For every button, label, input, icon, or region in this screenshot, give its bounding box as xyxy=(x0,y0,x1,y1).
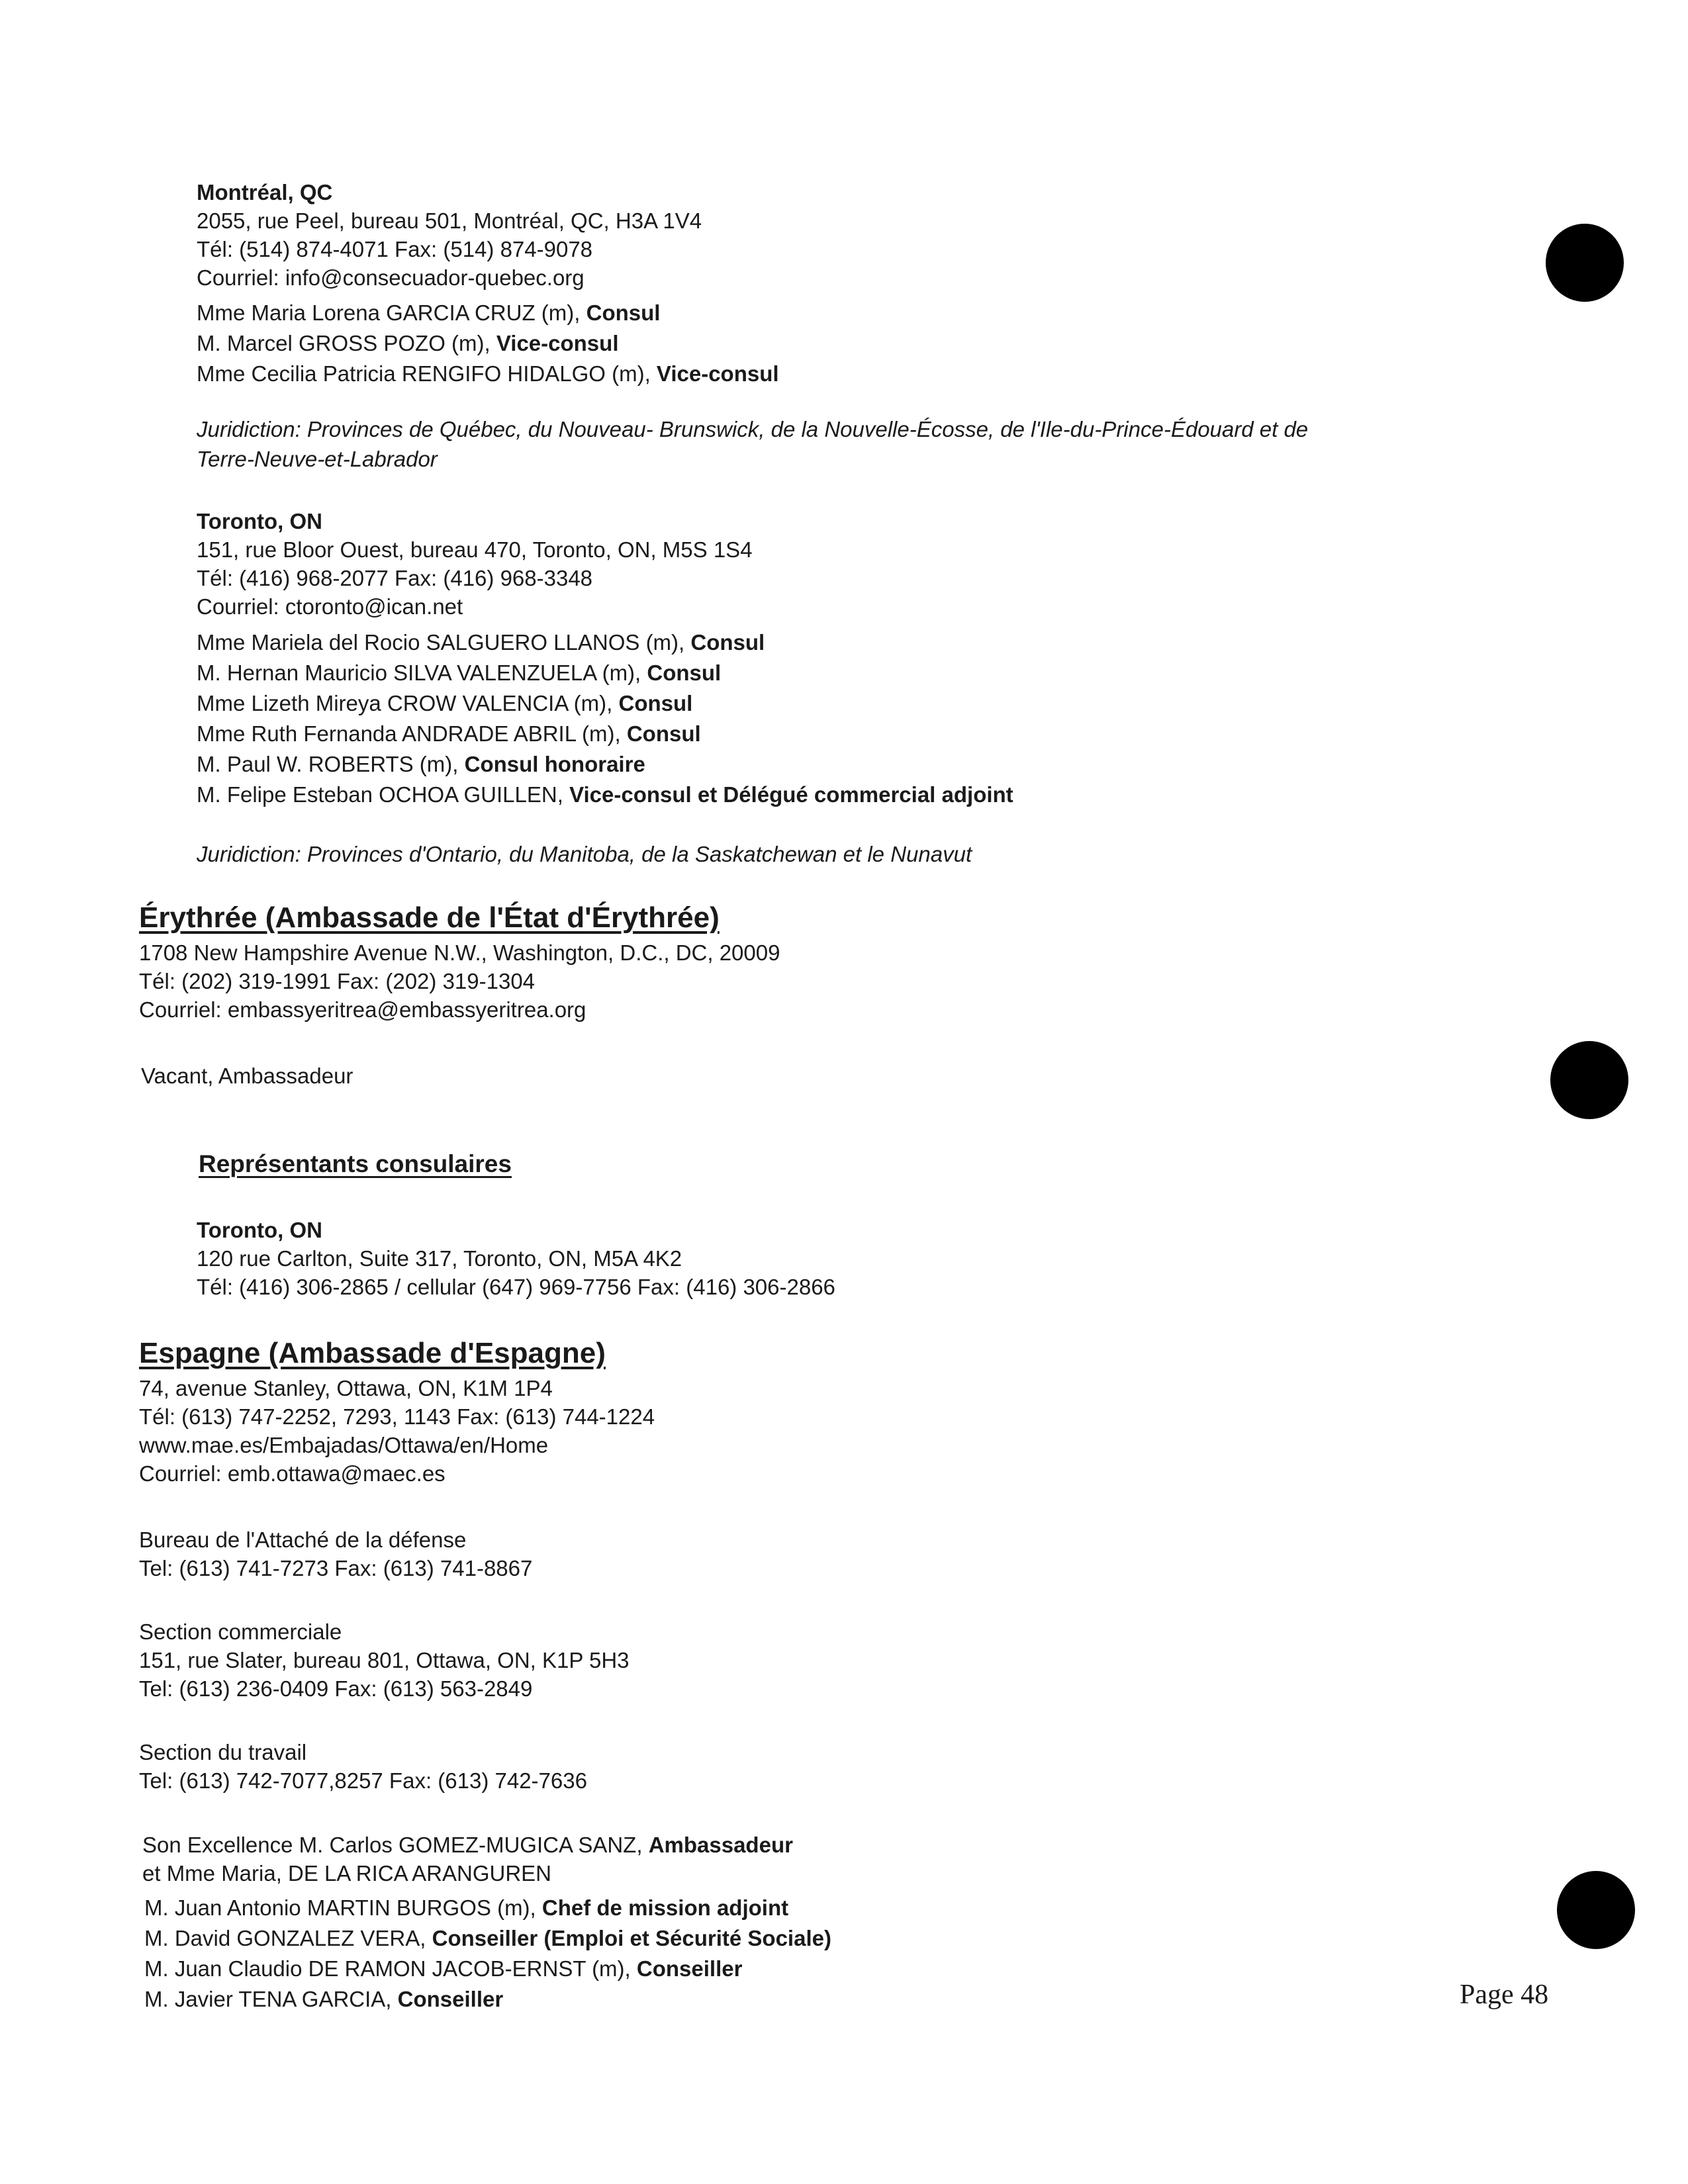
staff-name: et Mme Maria, DE LA RICA ARANGUREN xyxy=(142,1861,551,1886)
staff-role: Vice-consul xyxy=(496,331,619,355)
spain-staff-5 xyxy=(144,1985,503,2013)
spain-commercial-title: Section commerciale xyxy=(139,1619,342,1644)
staff-name: M. Marcel GROSS POZO (m), xyxy=(197,331,491,355)
staff-role: Ambassadeur xyxy=(648,1833,793,1857)
staff-name: M. David GONZALEZ VERA, xyxy=(144,1926,426,1950)
spain-commercial-phone: Tel: (613) 236-0409 Fax: (613) 563-2849 xyxy=(139,1676,533,1701)
toronto-jurisdiction: Juridiction: Provinces d'Ontario, du Manitoba, de la Saskatchewan et le Nunavut xyxy=(197,842,972,866)
spain-staff-3 xyxy=(144,1925,831,1952)
hole-punch-top xyxy=(1546,224,1624,302)
staff-name: M. Javier TENA GARCIA, xyxy=(144,1987,392,2011)
spain-email: Courriel: emb.ottawa@maec.es xyxy=(139,1461,445,1486)
spain-staff-0 xyxy=(142,1831,793,1859)
staff-name: Mme Ruth Fernanda ANDRADE ABRIL (m), xyxy=(197,721,621,746)
spain-address: 74, avenue Stanley, Ottawa, ON, K1M 1P4 xyxy=(139,1376,553,1400)
toronto-email: Courriel: ctoronto@ican.net xyxy=(197,594,463,619)
staff-name: M. Felipe Esteban OCHOA GUILLEN, xyxy=(197,782,563,807)
montreal-city: Montréal, QC xyxy=(197,180,333,205)
toronto-staff-3 xyxy=(197,720,701,748)
toronto-staff-1 xyxy=(197,659,721,687)
spain-phone: Tél: (613) 747-2252, 7293, 1143 Fax: (613) 744-1224 xyxy=(139,1404,655,1429)
staff-name: Mme Lizeth Mireya CROW VALENCIA (m), xyxy=(197,691,613,715)
spain-labour-title: Section du travail xyxy=(139,1740,307,1764)
staff-name: Mme Cecilia Patricia RENGIFO HIDALGO (m), xyxy=(197,361,651,386)
staff-name: M. Paul W. ROBERTS (m), xyxy=(197,752,459,776)
eritrea-toronto-city: Toronto, ON xyxy=(197,1218,323,1242)
montreal-jurisdiction-line-1: Juridiction: Provinces de Québec, du Nouveau- Brunswick, de la Nouvelle-Écosse, de l'Ile-du-Prince-Édouard et de xyxy=(197,417,1309,441)
toronto-city: Toronto, ON xyxy=(197,509,323,533)
page-number: Page 48 xyxy=(1460,1979,1549,2010)
eritrea-address: 1708 New Hampshire Avenue N.W., Washington, D.C., DC, 20009 xyxy=(139,940,780,965)
staff-role: Vice-consul xyxy=(656,361,779,386)
spain-staff-4 xyxy=(144,1955,742,1983)
montreal-staff-1 xyxy=(197,330,619,357)
spain-heading: Espagne (Ambassade d'Espagne) xyxy=(139,1337,606,1369)
staff-role: Chef de mission adjoint xyxy=(541,1895,789,1920)
staff-role: Consul honoraire xyxy=(464,752,645,776)
spain-defense-title: Bureau de l'Attaché de la défense xyxy=(139,1527,467,1552)
staff-role: Conseiller xyxy=(397,1987,504,2011)
montreal-jurisdiction-line-2: Terre-Neuve-et-Labrador xyxy=(197,447,438,471)
staff-role: Conseiller (Emploi et Sécurité Sociale) xyxy=(432,1926,831,1950)
spain-staff-2 xyxy=(144,1894,788,1922)
toronto-staff-4 xyxy=(197,751,645,778)
staff-name: M. Juan Claudio DE RAMON JACOB-ERNST (m), xyxy=(144,1956,631,1981)
staff-name: M. Hernan Mauricio SILVA VALENZUELA (m), xyxy=(197,660,641,685)
eritrea-toronto-address: 120 rue Carlton, Suite 317, Toronto, ON, M5A 4K2 xyxy=(197,1246,682,1271)
staff-role: Consul xyxy=(586,300,661,325)
toronto-staff-2 xyxy=(197,690,692,717)
staff-role: Vice-consul et Délégué commercial adjoint xyxy=(569,782,1013,807)
montreal-phone: Tél: (514) 874-4071 Fax: (514) 874-9078 xyxy=(197,237,593,261)
hole-punch-bottom xyxy=(1557,1871,1635,1949)
eritrea-ambassador: Vacant, Ambassadeur xyxy=(141,1064,353,1088)
staff-name: Son Excellence M. Carlos GOMEZ-MUGICA SANZ, xyxy=(142,1833,643,1857)
spain-commercial-address: 151, rue Slater, bureau 801, Ottawa, ON, K1P 5H3 xyxy=(139,1648,630,1672)
hole-punch-middle xyxy=(1550,1041,1628,1119)
spain-staff-1 xyxy=(142,1860,551,1888)
spain-labour-phone: Tel: (613) 742-7077,8257 Fax: (613) 742-7636 xyxy=(139,1768,587,1793)
staff-role: Conseiller xyxy=(636,1956,743,1981)
eritrea-email: Courriel: embassyeritrea@embassyeritrea.org xyxy=(139,997,586,1022)
montreal-address: 2055, rue Peel, bureau 501, Montréal, QC, H3A 1V4 xyxy=(197,208,702,233)
staff-role: Consul xyxy=(626,721,701,746)
eritrea-toronto-phone: Tél: (416) 306-2865 / cellular (647) 969-7756 Fax: (416) 306-2866 xyxy=(197,1275,835,1299)
staff-role: Consul xyxy=(690,630,765,655)
staff-name: Mme Mariela del Rocio SALGUERO LLANOS (m), xyxy=(197,630,685,655)
spain-website: www.mae.es/Embajadas/Ottawa/en/Home xyxy=(139,1433,549,1457)
staff-name: M. Juan Antonio MARTIN BURGOS (m), xyxy=(144,1895,536,1920)
staff-role: Consul xyxy=(647,660,722,685)
montreal-staff-2 xyxy=(197,360,779,388)
toronto-staff-0 xyxy=(197,629,765,657)
eritrea-heading: Érythrée (Ambassade de l'État d'Érythrée) xyxy=(139,901,720,934)
toronto-address: 151, rue Bloor Ouest, bureau 470, Toronto, ON, M5S 1S4 xyxy=(197,537,753,562)
toronto-staff-5 xyxy=(197,781,1013,809)
eritrea-phone: Tél: (202) 319-1991 Fax: (202) 319-1304 xyxy=(139,969,536,993)
spain-defense-phone: Tel: (613) 741-7273 Fax: (613) 741-8867 xyxy=(139,1556,533,1580)
toronto-phone: Tél: (416) 968-2077 Fax: (416) 968-3348 xyxy=(197,566,593,590)
montreal-staff-0 xyxy=(197,299,660,327)
eritrea-consular-heading: Représentants consulaires xyxy=(199,1150,512,1177)
staff-role: Consul xyxy=(618,691,693,715)
staff-name: Mme Maria Lorena GARCIA CRUZ (m), xyxy=(197,300,581,325)
montreal-email: Courriel: info@consecuador-quebec.org xyxy=(197,265,585,290)
